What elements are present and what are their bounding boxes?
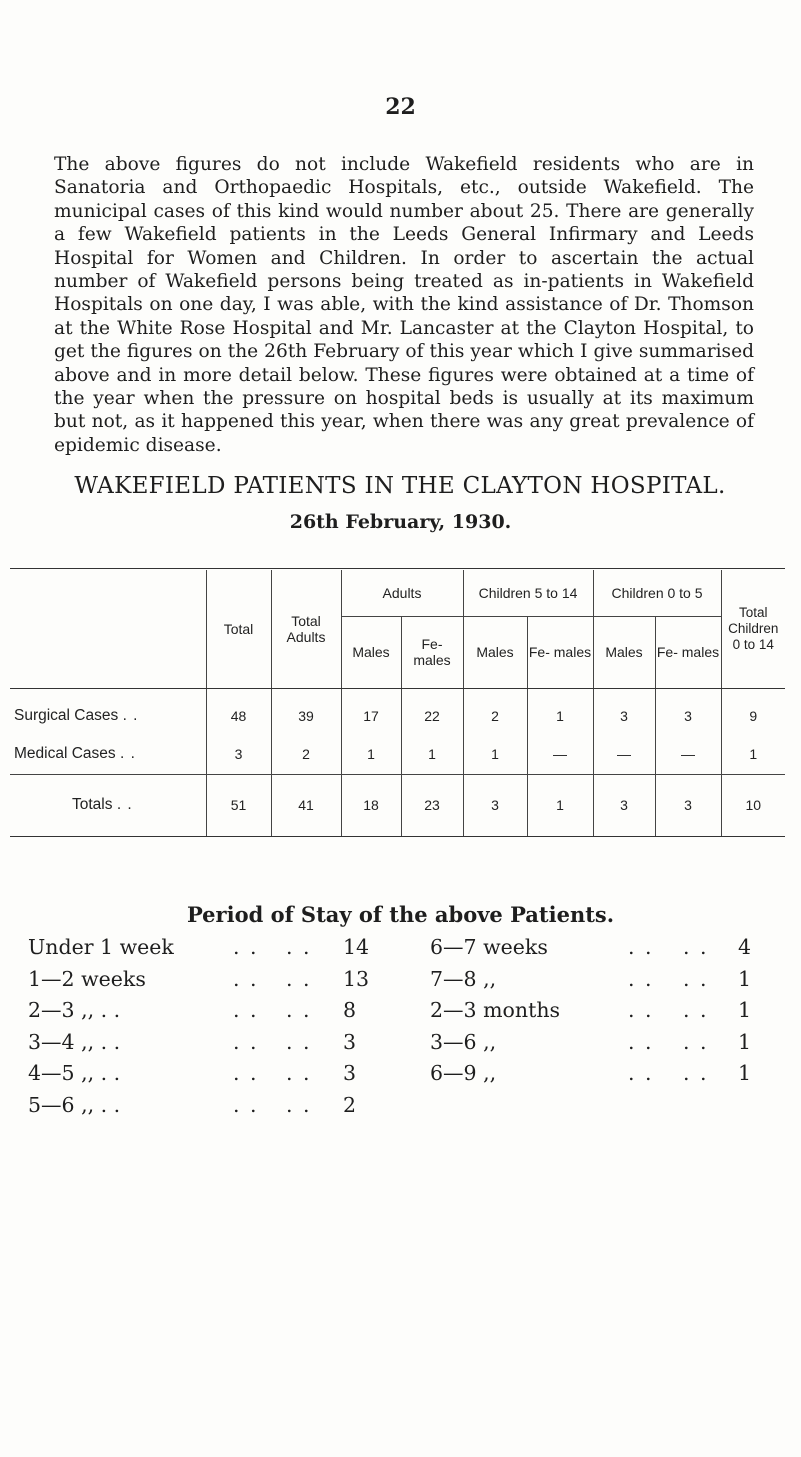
stay-label: Under 1 week [28,935,174,959]
header-adults-males: Males [341,616,401,688]
cell: 9 [721,698,785,734]
cell: 3 [655,698,721,734]
stay-label: 6—9 ,, [430,1061,497,1085]
table-row-totals [10,774,785,836]
header-children-0-5-females: Fe- males [655,616,721,688]
list-item: 2—3 ,, . . . . . . 8 2—3 months . . . . 1 [28,998,752,1022]
table-top-rule [10,568,785,569]
cell: 22 [401,698,463,734]
header-children-0-5-males: Males [593,616,655,688]
stay-value: 1 [738,966,752,991]
cell: 3 [593,774,655,836]
stay-value: 3 [343,1061,357,1085]
cell: 18 [341,774,401,836]
page-number: 22 [385,94,416,120]
cell: 1 [401,734,463,774]
cell: — [593,734,655,774]
row-label-surgical: Surgical Cases . . [14,707,139,724]
table-row-medical [10,734,785,774]
cell: 17 [341,698,401,734]
cell: 39 [271,698,341,734]
intro-paragraph: The above figures do not include Wakefield residents who are in Sanatoria and Orthopaedic Hospitals, etc., outside Wakefield. The municipal cases of this kind would number about 25. There are generally a few Wakefield patients in the Leeds General Infirmary and Leeds Hospital for Women and Children. In order to ascertain the actual number of Wakefield persons being treated as in-patients in Wakefield Hospitals on one day, I was able, with the kind assistance of Dr. Thomson at the White Rose Hospital and Mr. Lancaster at the Clayton Hospital, to get the figures on the 26th February of this year which I give summarised above and in more detail below. These figures were obtained at a time of the year when the pressure on hospital beds is usually at its maximum but not, as it happened this year, when there was any great prevalence of epidemic disease. [54,154,754,456]
cell: 1 [527,774,593,836]
stay-label: 5—6 ,, . . [28,1092,121,1117]
stay-label: 1—2 weeks [28,966,146,991]
header-total-adults: Total Adults [271,570,341,688]
header-children-0-5: Children 0 to 5 [593,570,721,616]
list-item: 1—2 weeks . . . . 13 7—8 ,, . . . . 1 [28,966,752,991]
cell: 10 [721,774,785,836]
stay-value: 3 [343,1029,357,1054]
stay-label: 2—3 months [430,998,561,1022]
cell: 3 [593,698,655,734]
header-children-5-14-males: Males [463,616,527,688]
cell: 1 [463,734,527,774]
stay-value: 4 [738,935,752,959]
cell: — [527,734,593,774]
stay-value: 1 [738,1061,752,1085]
cell: 23 [401,774,463,836]
table-title: WAKEFIELD PATIENTS IN THE CLAYTON HOSPITAL. [74,473,726,499]
clayton-patients-table [10,570,785,837]
header-adults: Adults [341,570,463,616]
cell: 2 [271,734,341,774]
cell: 1 [721,734,785,774]
cell: 2 [463,698,527,734]
cell: 3 [655,774,721,836]
stay-value: 8 [343,998,357,1022]
stay-title: Period of Stay of the above Patients. [186,902,615,927]
stay-label: 3—4 ,, . . [28,1029,121,1054]
period-of-stay-list [28,935,778,1124]
table-date: 26th February, 1930. [289,511,512,533]
cell: 41 [271,774,341,836]
header-blank [10,570,206,688]
cell: 48 [206,698,271,734]
header-children-5-14: Children 5 to 14 [463,570,593,616]
stay-label: 6—7 weeks [430,935,548,959]
stay-label: 4—5 ,, . . [28,1061,121,1085]
stay-label: 7—8 ,, [430,966,497,991]
cell: 1 [341,734,401,774]
list-item: Under 1 week . . . . 14 6—7 weeks . . . . 4 [28,935,752,959]
header-total: Total [206,570,271,688]
header-children-5-14-females: Fe- males [527,616,593,688]
stay-value: 1 [738,998,752,1022]
stay-value: 14 [343,935,370,959]
cell: 3 [206,734,271,774]
cell: 3 [463,774,527,836]
table-row-surgical [10,698,785,734]
cell: — [655,734,721,774]
stay-value: 2 [343,1092,357,1117]
header-adults-females: Fe- males [401,616,463,688]
list-item: 4—5 ,, . . . . . . 3 6—9 ,, . . . . 1 [28,1061,752,1085]
header-total-children: Total Children 0 to 14 [721,570,785,688]
stay-label: 2—3 ,, . . [28,998,121,1022]
stay-value: 1 [738,1029,752,1054]
stay-label: 3—6 ,, [430,1029,497,1054]
list-item: 5—6 ,, . . . . . . 2 [28,1092,357,1117]
row-label-medical: Medical Cases . . [10,734,206,774]
cell: 51 [206,774,271,836]
row-label-totals: Totals . . [10,774,206,836]
cell: 1 [527,698,593,734]
list-item: 3—4 ,, . . . . . . 3 3—6 ,, . . . . 1 [28,1029,752,1054]
stay-value: 13 [343,966,370,991]
